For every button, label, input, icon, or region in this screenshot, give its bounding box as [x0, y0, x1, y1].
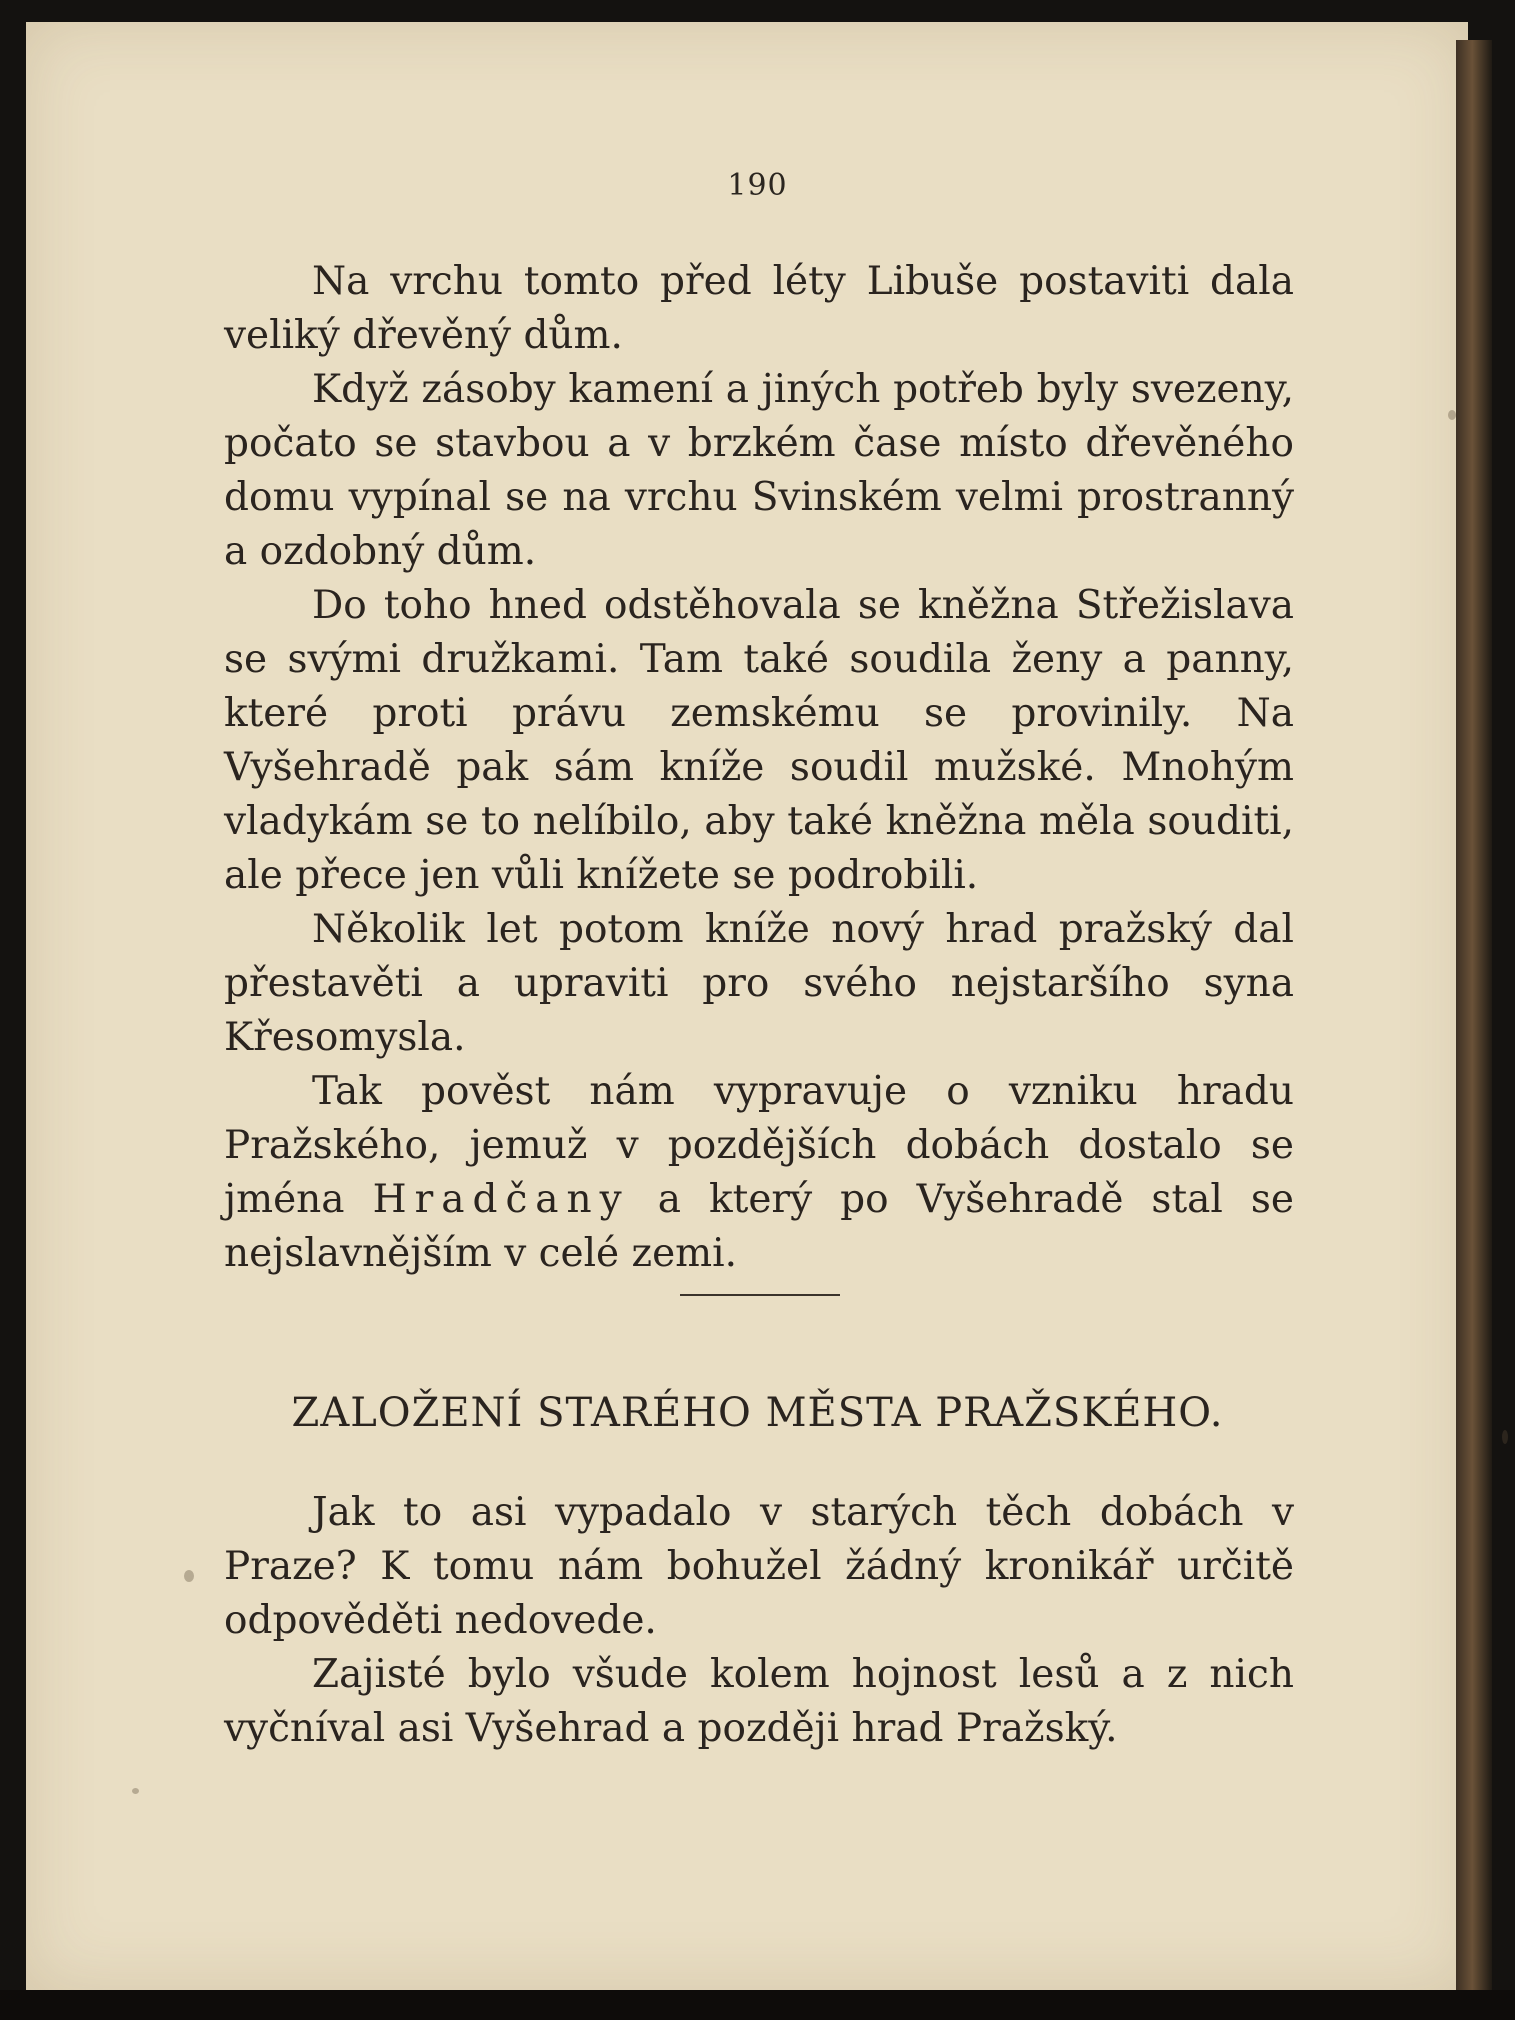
paragraph-5-before: Tak pověst nám vypravuje o vzniku hradu Pražského, jemuž v pozdějších dobách dostalo se jména — [224, 1069, 1294, 1222]
chapter-heading: ZALOŽENÍ STARÉHO MĚSTA PRAŽSKÉHO. — [291, 1390, 1224, 1436]
paragraph-4: Několik let potom kníže nový hrad pražský dal přestavěti a upraviti pro svého nejstaršího syna Křesomysla. — [224, 907, 1294, 1060]
paper-speck — [132, 1788, 139, 1794]
section-divider — [680, 1294, 840, 1296]
section-two-body — [224, 1486, 1294, 1756]
paragraph-3: Do toho hned odstěhovala se kněžna Střežislava se svými družkami. Tam také soudila ženy a panny, které proti právu zemskému se provinily. Na Vyšehradě pak sám kníže soudil mužské. Mnohým vladykám se to nelíbilo, aby také kněžna měla souditi, ale přece jen vůli knížete se podrobili. — [224, 583, 1294, 898]
paragraph-2: Když zásoby kamení a jiných potřeb byly svezeny, počato se stavbou a v brzkém čase místo dřevěného domu vypínal se na vrchu Svinském velmi prostranný a ozdobný dům. — [224, 367, 1294, 574]
paragraph-1: Na vrchu tomto před léty Libuše postaviti dala veliký dřevěný dům. — [224, 259, 1294, 358]
paper-speck — [1448, 410, 1456, 420]
paragraph-6: Jak to asi vypadalo v starých těch dobách v Praze? K tomu nám bohužel žádný kronikář určitě odpověděti nedovede. — [224, 1490, 1294, 1643]
paper-speck — [184, 1570, 194, 1582]
paragraph-7: Zajisté bylo všude kolem hojnost lesů a z nich vyčníval asi Vyšehrad a později hrad Pražský. — [224, 1652, 1294, 1751]
spaced-word-hradcany: Hradčany — [372, 1177, 630, 1222]
page-number: 190 — [727, 168, 788, 203]
scan-bottom-edge — [0, 1990, 1515, 2020]
book-spine-edge — [1456, 40, 1492, 1990]
paragraph-5-after: a který po Vyšehradě stal se nejslavnějším v celé zemi. — [224, 1177, 1294, 1276]
paper-speck — [1502, 1430, 1508, 1444]
section-one-body — [224, 255, 1294, 1281]
paragraph-5 — [224, 1065, 1294, 1281]
